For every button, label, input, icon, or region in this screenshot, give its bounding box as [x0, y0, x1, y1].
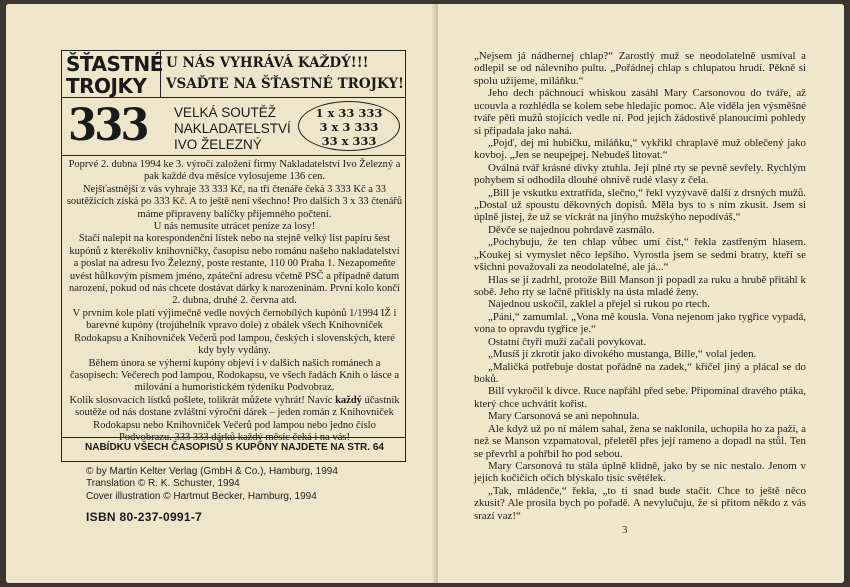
- story-paragraph: Mary Carsonová tu stála úplně klidně, jako by se nic nestalo. Jenom v jejích kočičích očích blýskalo tisíc světélek.: [474, 459, 806, 485]
- ad-paragraph: Stačí nalepit na korespondenční lístek nebo na stejně velký list papíru šest kupónů z kterékoliv knihovničky, časopisu nebo románu našeho nakladatelství a poslat na adresu Ivo Železný, poste restante, 110 00 Praha 1. Nezapomeňte uvést hůlkovým písmem jméno, zpáteční adresu včetně PSČ a případně datum narození, pokud od nás chcete dostávat dárky k narozeninám. První kolo končí 2. dubna, druhé 2. června atd.: [69, 233, 400, 307]
- contest-line: NAKLADATELSTVÍ: [174, 121, 291, 136]
- story-paragraph: Děvče se najednou pohrdavě zasmálo.: [488, 223, 655, 236]
- story-paragraph: „Maličká potřebuje dostat pořádně na zadek,“ křičel jiný a plácal se do boků.: [474, 360, 806, 385]
- story-paragraph: „Bill je vskutku extratřída, slečno,“ řekl vyzývavě další z drsných mužů. „Dostal už spoustu děkovných dopisů. Měla bys to s ním zkusit. Jsem si úplně jistej, že už se víckrát na jinýho mužskýho nepodíváš.“: [474, 186, 806, 224]
- prize-line: 1 x 33 333: [315, 106, 383, 120]
- story-paragraph: Bill vykročil k dívce. Ruce napřáhl před sebe. Připomínal dravého ptáka, který chce uchvátit kořist.: [474, 385, 806, 410]
- prize-oval: [298, 101, 400, 151]
- story-paragraph: „Pojď, dej mi hubičku, miláňku,“ vykřikl chraplavě muž oblečený jako kovboj. „Jen se neupejpej. Nebudeš litovat.“: [474, 136, 806, 162]
- ad-paragraph: [66, 395, 403, 445]
- story-paragraph: „Páni,“ zamumlal. „Vona mě kousla. Vona nejenom jako tygřice vypadá, vona to opravdu tygřice je.“: [474, 310, 806, 336]
- story-paragraph: „Nejsem já nádhernej chlap?“ Zarostlý muž se neodolatelně usmíval a odlepil se od nálevního pultu. „Pořádnej chlap s chlupatou hrudí. Pěkně si spolu užijeme, miláňku.“: [474, 50, 806, 87]
- story-paragraph: Ale když už po ní málem sahal, žena se naklonila, uchopila ho za paži, a než se Manson vzpamatoval, přeletěl přes její rameno a dopadl na stůl. Ten se převrhl a pohřbil ho pod sebou.: [474, 422, 806, 460]
- ad-paragraph: V prvním kole platí výjimečně vedle nových černobílých kupónů 1/1994 IŽ i barevné kupóny (trojúhelník vpravo dole) z obálek všech Knihovniček Rodokapsu a Knihovniček Večerů pod lampou, českých i slovenských, které kdy byly vydány.: [72, 307, 397, 357]
- prize-line: 33 x 333: [321, 134, 377, 148]
- lottery-advertisement: [61, 50, 406, 462]
- story-paragraph: Mary Carsonová se ani nepohnula.: [488, 410, 640, 423]
- ad-paragraph: Během února se výherní kupóny objeví i v dalších našich románech a časopisech: Večerech pod lampou, Rodokapsu, ve všech řadách Knih o lásce a milování a humoristickém týdeníku Podvobraz.: [70, 357, 399, 394]
- story-paragraph: „Pochybuju, že ten chlap vůbec umí číst,“ řekla zastřeným hlasem. „Koukej si vymyslet něco lepšího. Vyrostla jsem se sedmi bratry, kteří se všichni považovali za neodolatelné, ale já...“: [474, 236, 806, 274]
- story-paragraph: Oválná tvář krásné dívky ztuhla. Její plné rty se pevně sevřely. Rychlým pohybem si odhodila dlouhé ohnivě rudé vlasy z čela.: [474, 161, 806, 187]
- credits: [86, 466, 338, 503]
- cover-credit: Cover illustration © Hartmut Becker, Hamburg, 1994: [86, 490, 317, 502]
- story-paragraph: Najednou uskočil, zaklel a přejel si rukou po rtech.: [488, 298, 710, 311]
- brand-line: TROJKY: [66, 74, 147, 98]
- slogan-bet: VSAĎTE NA ŠŤASTNÉ TROJKY!: [166, 76, 404, 92]
- page-number: 3: [622, 524, 628, 536]
- story-paragraph: Hlas se jí zadrhl, protože Bill Manson ji popadl za ruku a hrubě přitáhl k sobě. Jeho rty se lačně přitiskly na ústa mladé ženy.: [474, 273, 806, 299]
- left-page: [6, 4, 438, 583]
- ad-paragraph: Nejšťastnější z vás vyhraje 33 333 Kč, na tři čtenáře čeká 3 333 Kč a 33 soutěžících získá po 333 Kč. A to ještě není všechno! Pro dalších 3 x 33 čtenářů máme připraveny balíčky příjemného počtení.: [66, 183, 403, 220]
- story-paragraph: Jeho dech páchnoucí whiskou zasáhl Mary Carsonovou do tváře, až ucouvla a rozhlédla se kolem sebe hledajíc pomoc. Ale viděla jen výsměšné tváře pěti mužů stojících vedle ní. Pod jejich žádostivě planoucími pohledy si připadala jako nahá.: [474, 87, 806, 137]
- big-number: 333: [68, 100, 147, 151]
- book-spread: [6, 4, 844, 583]
- ad-text-span: Kolik slosovacích lístků pošlete, tolikrát můžete vyhrát! Navíc: [69, 394, 336, 406]
- contest-line: VELKÁ SOUTĚŽ: [174, 105, 277, 120]
- brand-line: ŠŤASTNÉ: [66, 52, 163, 76]
- ad-paragraph: U nás nemusíte utrácet peníze za losy!: [153, 221, 316, 233]
- ad-divider: [62, 155, 405, 156]
- ad-text-span: účastník soutěže od nás dostane zvláštní výroční dárek – jeden román z Knihovniček Rodokapsu nebo Knihovniček Večerů pod lampou nebo jedno číslo Podvobrazu. 333 333 dárků každý měsíc čeká i na vás!: [75, 394, 400, 443]
- contest-title: [174, 105, 291, 153]
- translation-credit: Translation © R. K. Schuster, 1994: [86, 478, 240, 490]
- story-paragraph: Ostatní čtyři muži začali povykovat.: [488, 335, 647, 348]
- ad-bold-word: každý: [335, 394, 362, 406]
- ad-paragraph: Poprvé 2. dubna 1994 ke 3. výročí založení firmy Nakladatelství Ivo Železný a pak každé dva měsíce vylosujeme 136 cen.: [68, 159, 401, 183]
- right-page: [438, 4, 844, 583]
- ad-body: [66, 159, 403, 444]
- story-paragraph: „Musíš jí zkrotit jako divokého mustanga, Bille,“ volal jeden.: [488, 348, 757, 361]
- prize-line: 3 x 3 333: [319, 120, 379, 134]
- slogan-win: U NÁS VYHRÁVÁ KAŽDÝ!!!: [166, 55, 369, 71]
- ad-footer: NABÍDKU VŠECH ČASOPISŮ S KUPÓNY NAJDETE NA STR. 64: [85, 442, 384, 453]
- story-text: [474, 50, 806, 522]
- copyright-line: © by Martin Kelter Verlag (GmbH & Co.), Hamburg, 1994: [86, 466, 338, 477]
- brand-title: [66, 52, 163, 98]
- isbn: ISBN 80-237-0991-7: [86, 510, 203, 524]
- story-paragraph: „Tak, mládenče,“ řekla, „to ti snad bude stačit. Chce to ještě něco zkusit? Ale prosila bych po pořadě. A nevylučuju, že si přitom někdo z vás srazí vaz!“: [474, 484, 806, 522]
- contest-line: IVO ŽELEZNÝ: [174, 137, 262, 152]
